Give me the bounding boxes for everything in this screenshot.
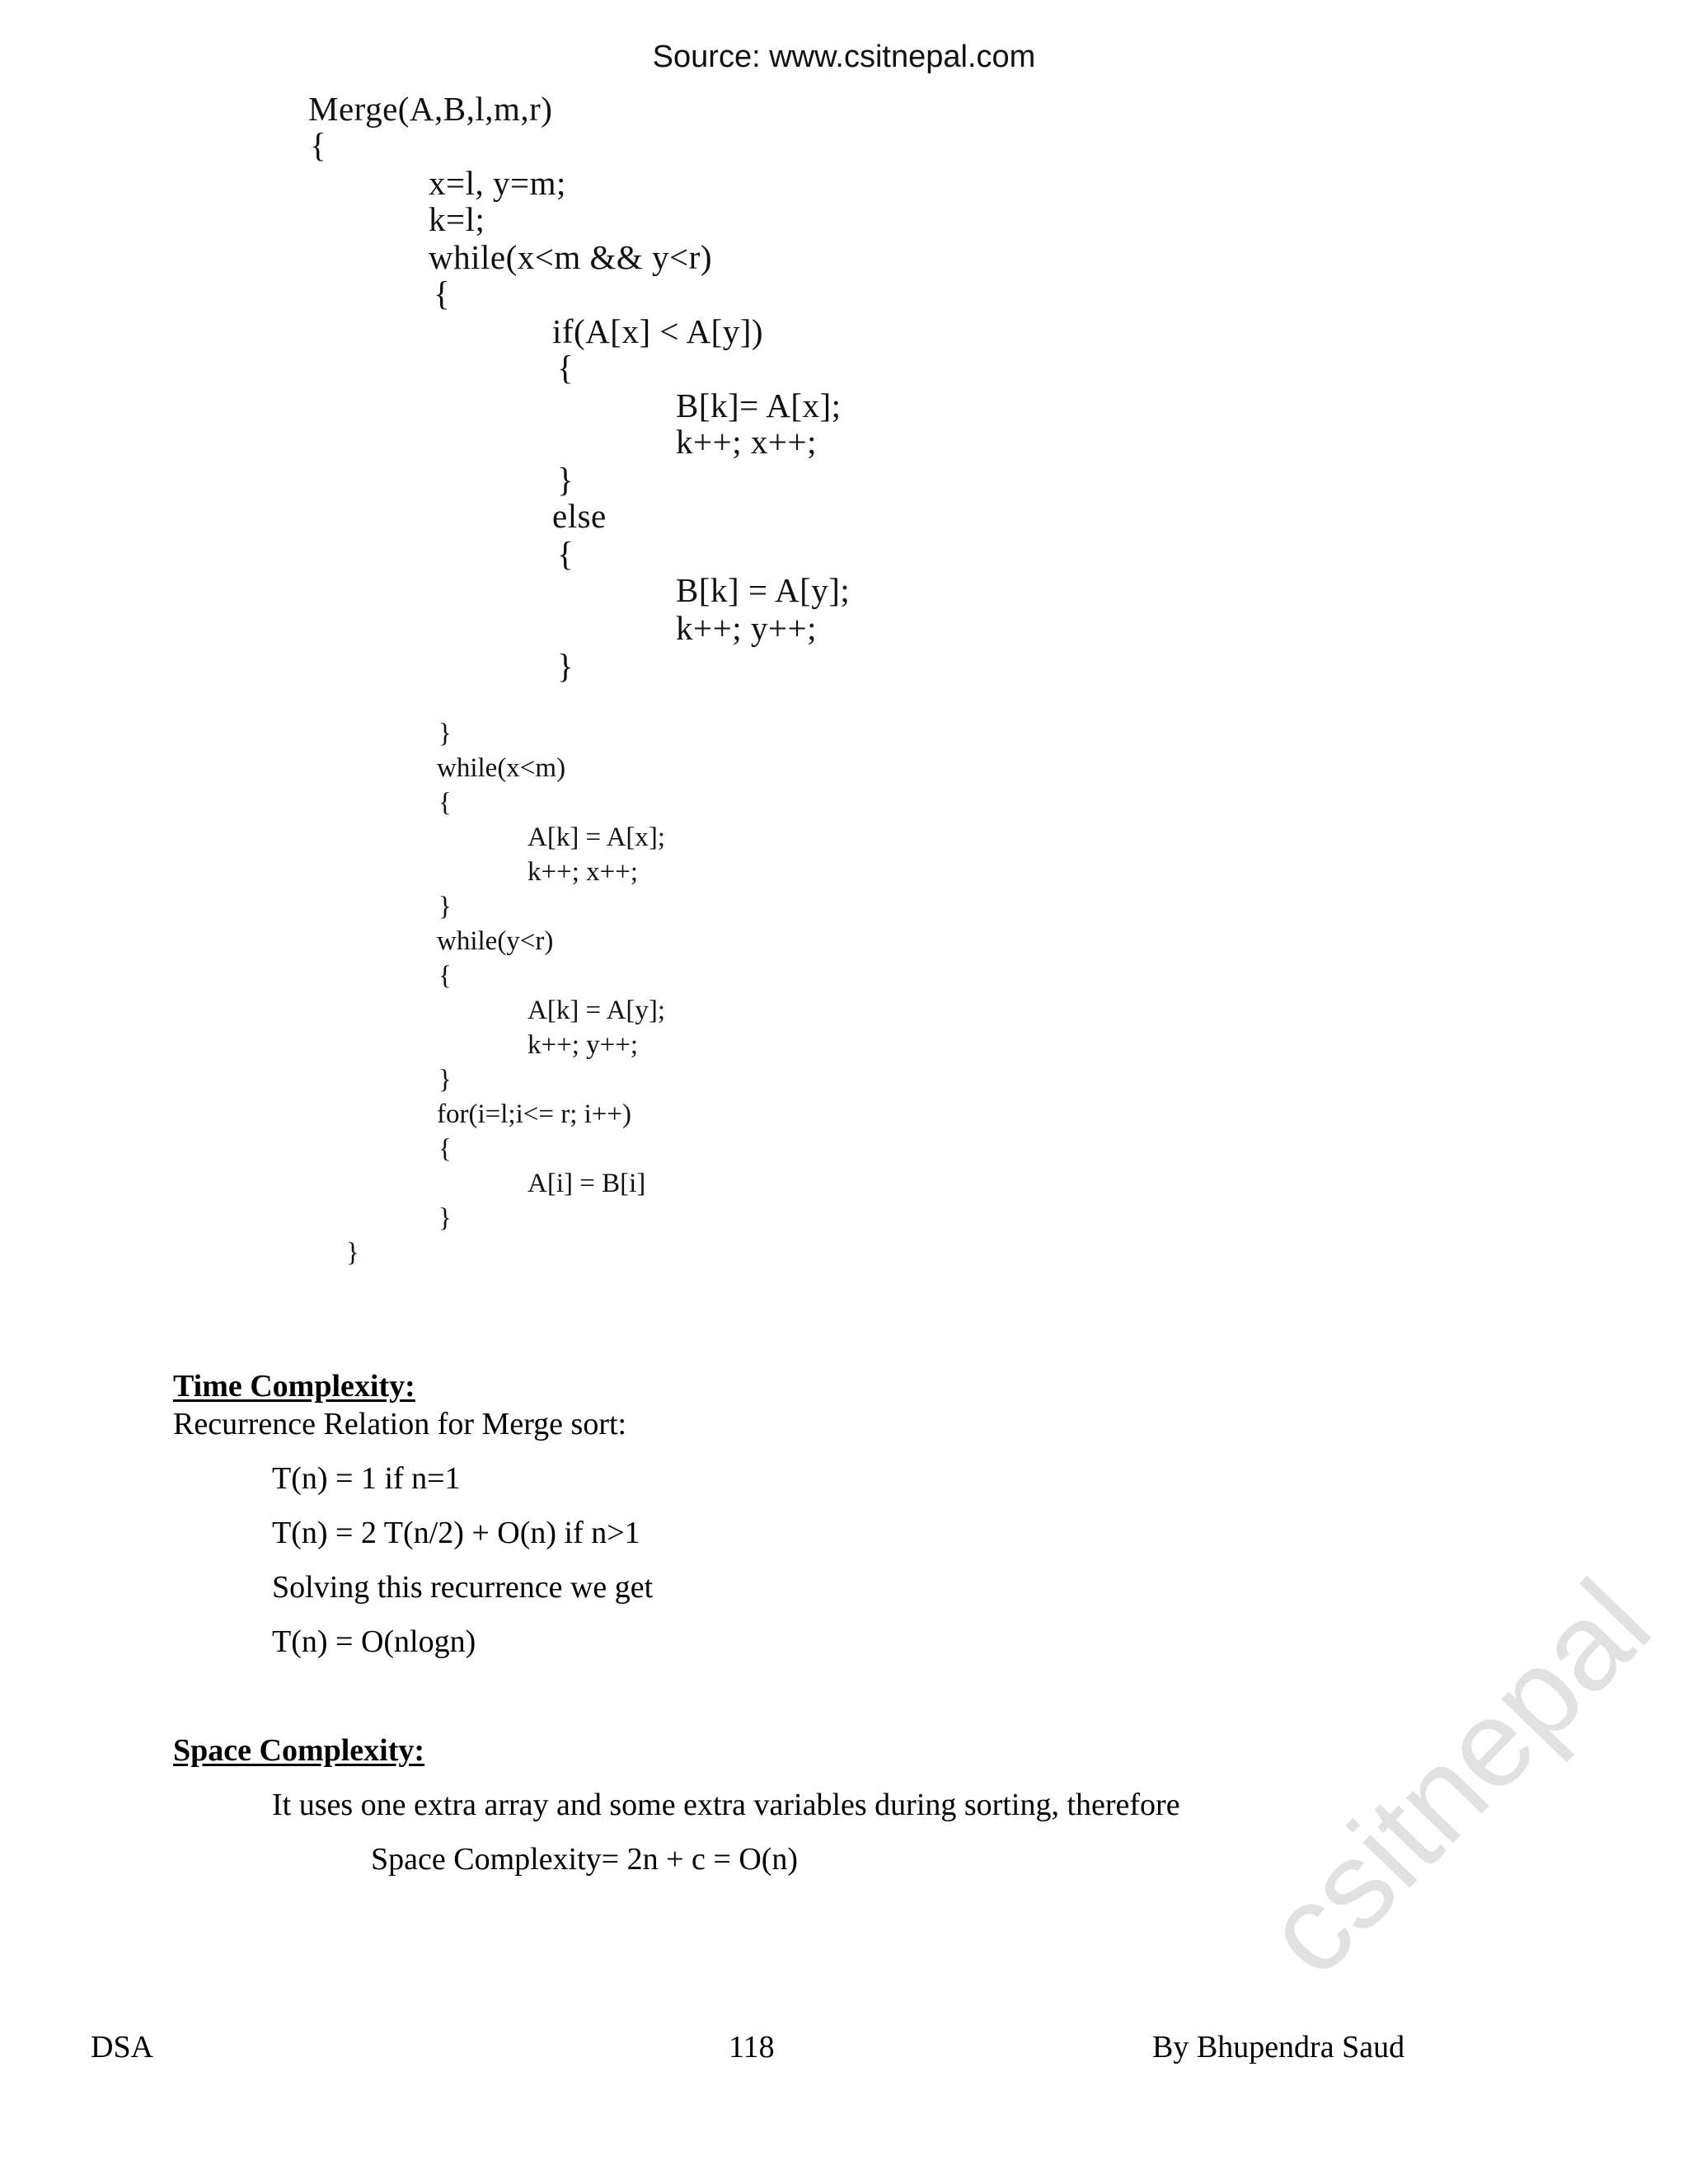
code-line: { — [438, 1134, 452, 1164]
code-line: k=l; — [429, 200, 485, 238]
code-line: A[i] = B[i] — [528, 1169, 646, 1198]
code-line: B[k]= A[x]; — [676, 387, 842, 424]
footer-course: DSA — [91, 2030, 154, 2064]
recurrence-result: T(n) = O(nlogn) — [272, 1624, 476, 1659]
code-line: for(i=l;i<= r; i++) — [437, 1099, 632, 1129]
recurrence-general-case: T(n) = 2 T(n/2) + O(n) if n>1 — [272, 1516, 640, 1550]
merge-code-block — [305, 82, 898, 1277]
source-header: Source: www.csitnepal.com — [652, 40, 1036, 74]
space-complexity-heading: Space Complexity: — [173, 1733, 425, 1768]
code-line: while(x<m && y<r) — [429, 238, 712, 276]
code-line: { — [557, 349, 574, 387]
recurrence-base-case: T(n) = 1 if n=1 — [272, 1461, 461, 1496]
code-line: while(x<m) — [437, 753, 566, 783]
code-line: A[k] = A[y]; — [528, 996, 666, 1025]
time-complexity-heading: Time Complexity: — [173, 1369, 415, 1404]
code-line: } — [557, 461, 574, 499]
code-line: } — [557, 647, 574, 685]
code-line: B[k] = A[y]; — [676, 571, 851, 609]
code-line: } — [438, 1065, 452, 1094]
code-line: while(y<r) — [437, 926, 554, 956]
code-line: } — [438, 1203, 452, 1233]
code-line: { — [310, 126, 327, 164]
code-line: k++; y++; — [528, 1030, 639, 1060]
code-line: k++; x++; — [676, 423, 818, 461]
code-line: else — [552, 497, 607, 535]
code-line: { — [438, 788, 452, 818]
code-line: Merge(A,B,l,m,r) — [308, 90, 553, 128]
code-line: } — [346, 1238, 359, 1268]
code-line: k++; x++; — [528, 857, 639, 887]
code-line: { — [438, 961, 452, 991]
recurrence-intro: Recurrence Relation for Merge sort: — [173, 1407, 627, 1441]
footer-author: By Bhupendra Saud — [1152, 2030, 1405, 2064]
code-line: { — [434, 274, 451, 312]
code-line: { — [557, 535, 574, 573]
csitnepal-watermark: csitnepal — [1237, 1554, 1676, 2002]
code-line: } — [438, 892, 452, 921]
code-line: A[k] = A[x]; — [528, 823, 666, 852]
recurrence-solving-text: Solving this recurrence we get — [272, 1570, 654, 1605]
code-line: k++; y++; — [676, 609, 818, 647]
space-complexity-formula: Space Complexity= 2n + c = O(n) — [371, 1842, 799, 1877]
space-complexity-description: It uses one extra array and some extra variables during sorting, therefore — [272, 1788, 1180, 1822]
code-line: if(A[x] < A[y]) — [552, 312, 764, 350]
footer-page-number: 118 — [729, 2030, 775, 2064]
code-line: } — [438, 719, 452, 748]
code-line: x=l, y=m; — [429, 164, 566, 202]
